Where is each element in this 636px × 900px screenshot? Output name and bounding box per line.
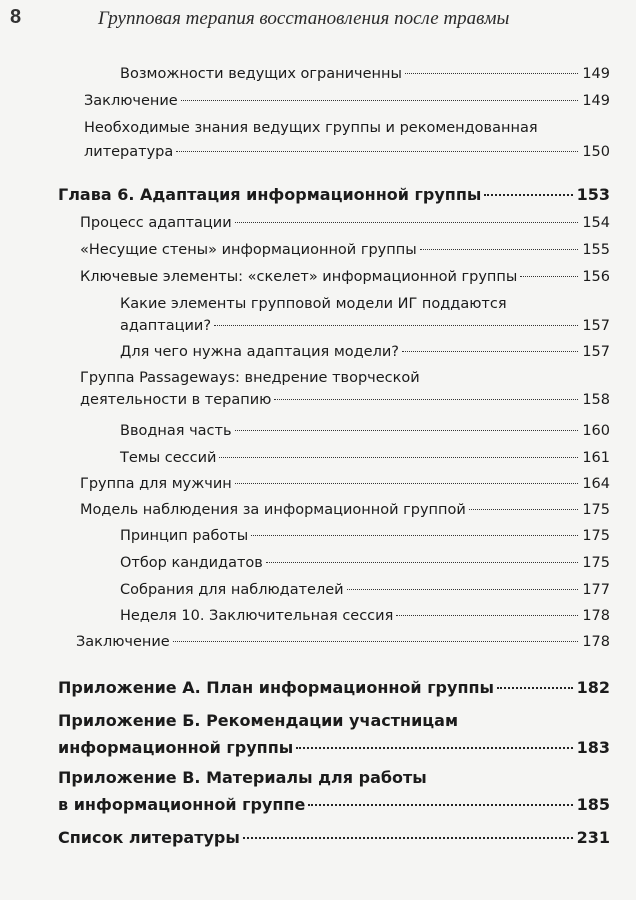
dot-leader	[181, 100, 579, 101]
toc-entry	[120, 294, 610, 336]
toc-entry	[120, 606, 610, 626]
dot-leader	[420, 249, 579, 250]
toc-entry-title: Для чего нужна адаптация модели?	[120, 344, 399, 360]
dot-leader	[405, 73, 578, 74]
toc-page-number: 185	[576, 795, 610, 814]
dot-leader	[347, 589, 579, 590]
toc-entry	[80, 240, 610, 260]
toc-appendix-entry	[58, 710, 610, 759]
toc-entry-title: Собрания для наблюдателей	[120, 582, 344, 598]
toc-entry-title: Вводная часть	[120, 423, 232, 439]
toc-page-number: 177	[582, 582, 610, 598]
toc-entry	[84, 118, 610, 162]
dot-leader	[235, 430, 579, 431]
toc-entry-title: литература	[84, 144, 174, 160]
dot-leader	[520, 276, 578, 277]
toc-page-number: 175	[582, 528, 610, 544]
dot-leader	[266, 562, 578, 563]
toc-entry-title-line1: Приложение Б. Рекомендации участницам	[58, 711, 459, 730]
toc-entry	[120, 553, 610, 573]
toc-entry	[120, 342, 610, 362]
dot-leader	[274, 399, 578, 400]
toc-entry-title: Отбор кандидатов	[120, 555, 263, 571]
page-number: 8	[10, 6, 22, 28]
toc-page-number: 154	[582, 215, 610, 231]
toc-entry	[84, 91, 610, 111]
toc-entry	[120, 526, 610, 546]
toc-page-number: 178	[582, 608, 610, 624]
dot-leader	[214, 325, 578, 326]
dot-leader	[173, 641, 579, 642]
toc-page-number: 149	[582, 66, 610, 82]
toc-entry-title: Приложение А. План информационной группы	[58, 678, 495, 697]
dot-leader	[235, 483, 579, 484]
toc-entry-title: Группа для мужчин	[80, 476, 232, 492]
toc-entry-title-line1: Группа Passageways: внедрение творческой	[80, 370, 420, 386]
toc-entry-title: Модель наблюдения за информационной группой	[80, 502, 466, 518]
toc-page-number: 178	[582, 634, 610, 650]
dot-leader	[402, 351, 578, 352]
toc-page-number: 158	[582, 392, 610, 408]
toc-entry	[80, 500, 610, 520]
toc-entry-title-line1: Необходимые знания ведущих группы и рекомендованная	[84, 120, 538, 136]
toc-entry-title: Неделя 10. Заключительная сессия	[120, 608, 394, 624]
toc-entry	[120, 580, 610, 600]
toc-entry	[120, 421, 610, 441]
dot-leader	[396, 615, 578, 616]
toc-page-number: 175	[582, 502, 610, 518]
toc-entry	[80, 474, 610, 494]
toc-entry-title-line1: Приложение В. Материалы для работы	[58, 768, 427, 787]
toc-chapter-entry	[58, 184, 610, 206]
dot-leader	[176, 151, 578, 152]
toc-page-number: 153	[576, 185, 610, 204]
dot-leader	[497, 687, 573, 689]
toc-entry-title: адаптации?	[120, 318, 212, 334]
dot-leader	[251, 535, 578, 536]
toc-entry-title: Темы сессий	[120, 450, 217, 466]
dot-leader	[308, 804, 572, 806]
toc-page-number: 231	[576, 828, 610, 847]
toc-entry-title: Заключение	[84, 93, 178, 109]
toc-page-number: 160	[582, 423, 610, 439]
toc-page-number: 183	[576, 738, 610, 757]
dot-leader	[296, 747, 572, 749]
toc-entry-title: Процесс адаптации	[80, 215, 232, 231]
toc-page-number: 157	[582, 344, 610, 360]
dot-leader	[469, 509, 579, 510]
toc-entry-title: Ключевые элементы: «скелет» информационной группы	[80, 269, 518, 285]
toc-page-number: 150	[582, 144, 610, 160]
toc-entry-title: информационной группы	[58, 738, 294, 757]
toc-appendix-entry	[58, 767, 610, 816]
toc-entry	[76, 632, 610, 652]
dot-leader	[219, 457, 578, 458]
toc-entry	[120, 448, 610, 468]
dot-leader	[235, 222, 579, 223]
toc-page-number: 156	[582, 269, 610, 285]
toc-page-number: 164	[582, 476, 610, 492]
toc-entry-title: деятельности в терапию	[80, 392, 272, 408]
toc-entry-title: «Несущие стены» информационной группы	[80, 242, 417, 258]
toc-references-entry	[58, 827, 610, 849]
toc-entry-title: Принцип работы	[120, 528, 249, 544]
running-header: Групповая терапия восстановления после травмы	[98, 8, 510, 29]
toc-appendix-entry	[58, 677, 610, 699]
toc-page-number: 155	[582, 242, 610, 258]
toc-page-number: 175	[582, 555, 610, 571]
toc-entry	[80, 213, 610, 233]
toc-entry-title: Возможности ведущих ограниченны	[120, 66, 402, 82]
toc-entry-title: Список литературы	[58, 828, 240, 847]
toc-entry-title: Заключение	[76, 634, 170, 650]
dot-leader	[484, 194, 572, 196]
toc-page-number: 161	[582, 450, 610, 466]
toc-entry-title: в информационной группе	[58, 795, 306, 814]
toc-entry	[80, 368, 610, 410]
toc-entry-title: Глава 6. Адаптация информационной группы	[58, 185, 482, 204]
toc-entry-title-line1: Какие элементы групповой модели ИГ поддаются	[120, 296, 507, 312]
toc-page-number: 149	[582, 93, 610, 109]
toc-page-number: 182	[576, 678, 610, 697]
toc-entry	[120, 64, 610, 84]
toc-page-number: 157	[582, 318, 610, 334]
dot-leader	[243, 837, 573, 839]
toc-entry	[80, 267, 610, 287]
